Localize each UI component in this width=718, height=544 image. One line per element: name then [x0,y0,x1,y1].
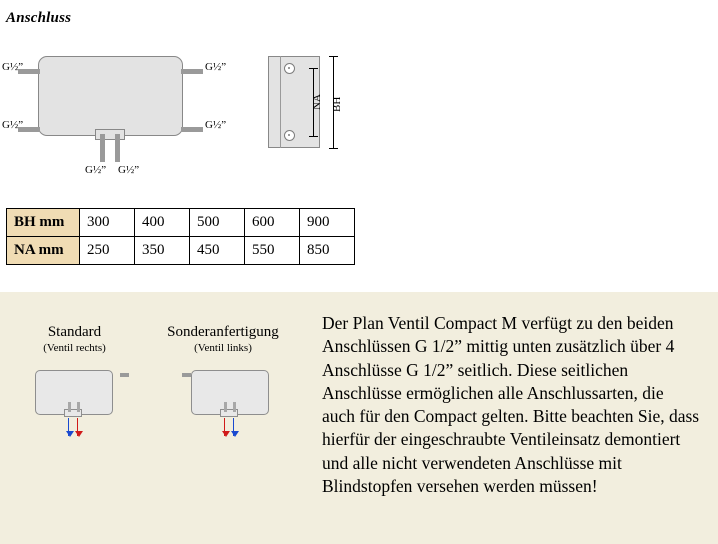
variant-standard [22,324,127,354]
label-bottom-connection-2: G½” [118,164,140,176]
panel-body-text: Der Plan Ventil Compact M verfügt zu den beiden Anschlüssen G 1/2” mittig unten zusätzlich über 4 Anschlüsse G 1/2” seitlich. Diese seitlichen Anschlüsse ermöglichen alle Anschlussarten, die auch für den Compact gelten. Bitte beachten Sie, dass hierfür der eingeschraubte Ventileinsatz demontiert und alle nicht verwendeten Anschlüsse mit Blindstopfen versehen werden müssen! [322,313,700,496]
flow-arrow-red-icon [224,418,225,436]
table-cell: 900 [300,209,355,237]
connector-stub-right-top [181,69,203,74]
table-cell: 350 [135,237,190,265]
label-right-top-connection: G½” [205,61,227,73]
table-cell: 400 [135,209,190,237]
dimension-table [6,208,355,265]
table-cell: 550 [245,237,300,265]
table-row [7,237,355,265]
mini-radiator-standard-side-stub [120,373,129,377]
dimension-tick-bh-bottom [329,148,338,149]
label-left-top-connection: G½” [2,61,24,73]
info-panel [0,292,718,544]
table-row [7,209,355,237]
mini-radiator-standard-valve-1 [68,402,71,412]
side-port-bottom-icon [284,130,295,141]
table-row-header: NA mm [7,237,80,265]
table-cell: 450 [190,237,245,265]
connector-stub-right-bottom [181,127,203,132]
label-bottom-connection-1: G½” [85,164,107,176]
table-cell: 250 [80,237,135,265]
technical-drawing [0,36,718,191]
radiator-front-view-body [38,56,183,136]
variant-custom [143,324,303,354]
label-left-bottom-connection: G½” [2,119,24,131]
table-row-header: BH mm [7,209,80,237]
table-cell: 500 [190,209,245,237]
connector-stub-bottom-2 [115,134,120,162]
label-right-bottom-connection: G½” [205,119,227,131]
connector-stub-bottom-1 [100,134,105,162]
table-cell: 850 [300,237,355,265]
variant-title: Standard [47,324,102,340]
flow-arrow-blue-icon [233,418,234,436]
dimension-label-bh: BH [331,96,343,112]
variant-title: Sonderanfertigung [167,324,279,340]
side-port-top-icon [284,63,295,74]
variant-subtitle: (Ventil rechts) [43,342,106,354]
dimension-tick-na-bottom [309,136,318,137]
mini-radiator-custom-valve-1 [224,402,227,412]
mini-radiator-standard-valve-2 [77,402,80,412]
table-cell: 600 [245,209,300,237]
mini-radiator-custom-valve-2 [233,402,236,412]
dimension-tick-bh-top [329,56,338,57]
variant-subtitle: (Ventil links) [194,342,252,354]
side-view-divider-line [280,56,281,148]
mini-radiator-custom-side-stub [182,373,191,377]
page-title: Anschluss [6,10,72,26]
dimension-label-na: NA [311,94,323,110]
dimension-tick-na-top [309,68,318,69]
flow-arrow-red-icon [77,418,78,436]
flow-arrow-blue-icon [68,418,69,436]
table-cell: 300 [80,209,135,237]
